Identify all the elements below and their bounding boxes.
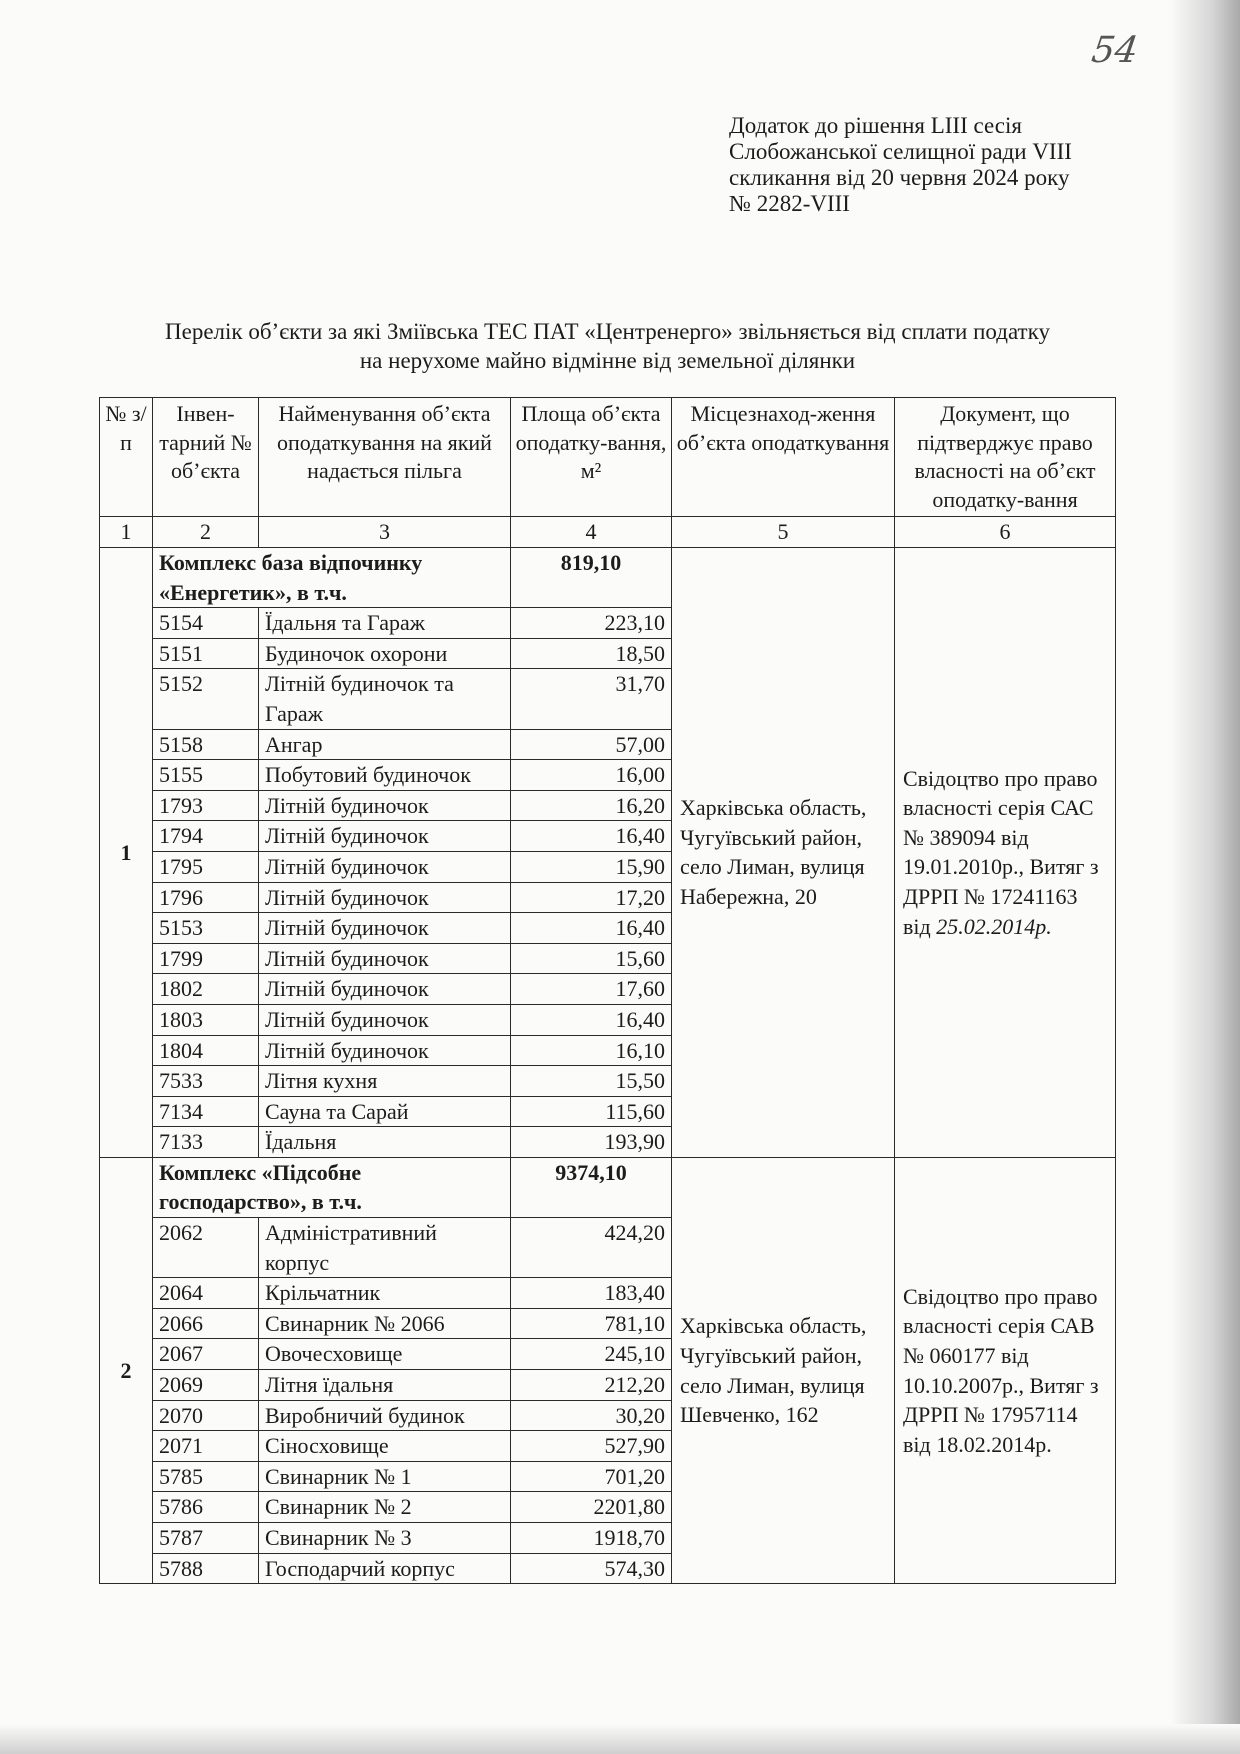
object-area: 193,90 bbox=[511, 1127, 672, 1158]
col-num: 3 bbox=[259, 517, 511, 548]
scan-edge-shadow bbox=[1170, 0, 1240, 1754]
object-name: Адміністративний корпус bbox=[259, 1218, 511, 1278]
object-area: 781,10 bbox=[511, 1308, 672, 1339]
group-document: Свідоцтво про право власності серія САС № 389094 від 19.01.2010р., Витяг з ДРРП № 17241163 від 25.02.2014р. bbox=[895, 548, 1116, 1158]
object-name: Літній будиночок bbox=[259, 913, 511, 944]
inventory-number: 5788 bbox=[153, 1553, 259, 1584]
object-name: Побутовий будиночок bbox=[259, 760, 511, 791]
object-name: Ангар bbox=[259, 729, 511, 760]
group-name: Комплекс «Підсобне господарство», в т.ч. bbox=[153, 1157, 511, 1217]
document-title bbox=[100, 317, 1115, 375]
object-name: Свинарник № 2066 bbox=[259, 1308, 511, 1339]
object-area: 17,60 bbox=[511, 974, 672, 1005]
inventory-number: 7133 bbox=[153, 1127, 259, 1158]
object-name: Свинарник № 2 bbox=[259, 1492, 511, 1523]
object-name: Літній будиночок bbox=[259, 882, 511, 913]
inventory-number: 5155 bbox=[153, 760, 259, 791]
header-no: № з/п bbox=[100, 398, 153, 517]
object-name: Овочесховище bbox=[259, 1339, 511, 1370]
col-num: 6 bbox=[895, 517, 1116, 548]
inventory-number: 1799 bbox=[153, 943, 259, 974]
inventory-number: 5153 bbox=[153, 913, 259, 944]
object-area: 15,90 bbox=[511, 851, 672, 882]
inventory-number: 1804 bbox=[153, 1035, 259, 1066]
object-name: Їдальня bbox=[259, 1127, 511, 1158]
object-name: Літній будиночок bbox=[259, 821, 511, 852]
object-area: 30,20 bbox=[511, 1400, 672, 1431]
inventory-number: 5154 bbox=[153, 608, 259, 639]
inventory-number: 7533 bbox=[153, 1066, 259, 1097]
object-area: 16,40 bbox=[511, 1004, 672, 1035]
inventory-number: 5786 bbox=[153, 1492, 259, 1523]
object-name: Літній будиночок bbox=[259, 974, 511, 1005]
object-name: Господарчий корпус bbox=[259, 1553, 511, 1584]
object-area: 16,40 bbox=[511, 821, 672, 852]
addendum-line: № 2282-VIII bbox=[729, 191, 850, 216]
object-name: Літній будиночок bbox=[259, 1004, 511, 1035]
object-area: 15,50 bbox=[511, 1066, 672, 1097]
addendum-line: Слобожанської селищної ради VIII bbox=[729, 139, 1072, 164]
object-area: 527,90 bbox=[511, 1431, 672, 1462]
inventory-number: 2070 bbox=[153, 1400, 259, 1431]
object-area: 31,70 bbox=[511, 669, 672, 729]
group-number: 1 bbox=[100, 548, 153, 1158]
header-inventory: Інвен-тарний № об’єкта bbox=[153, 398, 259, 517]
object-area: 424,20 bbox=[511, 1218, 672, 1278]
header-area: Площа об’єкта оподатку-вання, м² bbox=[511, 398, 672, 517]
title-line: Перелік об’єкти за які Зміївська ТЕС ПАТ «Центренерго» звільняється від сплати податку bbox=[165, 319, 1050, 344]
object-name: Літній будиночок bbox=[259, 790, 511, 821]
object-name: Літня їдальня bbox=[259, 1370, 511, 1401]
inventory-number: 1794 bbox=[153, 821, 259, 852]
object-area: 2201,80 bbox=[511, 1492, 672, 1523]
object-name: Літня кухня bbox=[259, 1066, 511, 1097]
inventory-number: 2067 bbox=[153, 1339, 259, 1370]
object-name: Літній будиночок bbox=[259, 1035, 511, 1066]
group-number: 2 bbox=[100, 1157, 153, 1583]
object-area: 701,20 bbox=[511, 1461, 672, 1492]
group-location: Харківська область, Чугуївський район, село Лиман, вулиця Шевченко, 162 bbox=[672, 1157, 895, 1583]
inventory-number: 5151 bbox=[153, 638, 259, 669]
inventory-number: 2062 bbox=[153, 1218, 259, 1278]
group-header-row bbox=[100, 1157, 1116, 1217]
inventory-number: 2064 bbox=[153, 1278, 259, 1309]
group-name: Комплекс база відпочинку «Енергетик», в т.ч. bbox=[153, 548, 511, 608]
object-area: 17,20 bbox=[511, 882, 672, 913]
object-area: 574,30 bbox=[511, 1553, 672, 1584]
object-name: Літній будиночок та Гараж bbox=[259, 669, 511, 729]
object-name: Їдальня та Гараж bbox=[259, 608, 511, 639]
addendum-note bbox=[729, 113, 1072, 217]
inventory-number: 5785 bbox=[153, 1461, 259, 1492]
scan-bottom-shadow bbox=[0, 1724, 1240, 1754]
inventory-number: 1793 bbox=[153, 790, 259, 821]
object-name: Свинарник № 1 bbox=[259, 1461, 511, 1492]
object-area: 223,10 bbox=[511, 608, 672, 639]
inventory-number: 7134 bbox=[153, 1096, 259, 1127]
addendum-line: Додаток до рішення LIII сесія bbox=[729, 113, 1022, 138]
column-number-row bbox=[100, 517, 1116, 548]
inventory-number: 1795 bbox=[153, 851, 259, 882]
col-num: 5 bbox=[672, 517, 895, 548]
object-area: 57,00 bbox=[511, 729, 672, 760]
col-num: 2 bbox=[153, 517, 259, 548]
object-name: Літній будиночок bbox=[259, 943, 511, 974]
object-name: Сіносховище bbox=[259, 1431, 511, 1462]
header-location: Місцезнаход-ження об’єкта оподаткування bbox=[672, 398, 895, 517]
col-num: 1 bbox=[100, 517, 153, 548]
object-area: 183,40 bbox=[511, 1278, 672, 1309]
property-table bbox=[99, 397, 1116, 1584]
col-num: 4 bbox=[511, 517, 672, 548]
inventory-number: 5787 bbox=[153, 1523, 259, 1554]
object-name: Свинарник № 3 bbox=[259, 1523, 511, 1554]
inventory-number: 1802 bbox=[153, 974, 259, 1005]
group-total-area: 9374,10 bbox=[511, 1157, 672, 1217]
object-area: 1918,70 bbox=[511, 1523, 672, 1554]
object-area: 115,60 bbox=[511, 1096, 672, 1127]
header-row bbox=[100, 398, 1116, 517]
inventory-number: 5152 bbox=[153, 669, 259, 729]
group-location: Харківська область, Чугуївський район, село Лиман, вулиця Набережна, 20 bbox=[672, 548, 895, 1158]
inventory-number: 2071 bbox=[153, 1431, 259, 1462]
object-area: 212,20 bbox=[511, 1370, 672, 1401]
object-area: 15,60 bbox=[511, 943, 672, 974]
object-area: 18,50 bbox=[511, 638, 672, 669]
inventory-number: 5158 bbox=[153, 729, 259, 760]
header-name: Найменування об’єкта оподаткування на який надається пільга bbox=[259, 398, 511, 517]
inventory-number: 2069 bbox=[153, 1370, 259, 1401]
document-date: 25.02.2014р. bbox=[936, 913, 1052, 939]
object-area: 245,10 bbox=[511, 1339, 672, 1370]
object-area: 16,40 bbox=[511, 913, 672, 944]
object-name: Виробничий будинок bbox=[259, 1400, 511, 1431]
inventory-number: 1796 bbox=[153, 882, 259, 913]
object-name: Крільчатник bbox=[259, 1278, 511, 1309]
inventory-number: 2066 bbox=[153, 1308, 259, 1339]
object-name: Будиночок охорони bbox=[259, 638, 511, 669]
header-document: Документ, що підтверджує право власності на об’єкт оподатку-вання bbox=[895, 398, 1116, 517]
addendum-line: скликання від 20 червня 2024 року bbox=[729, 165, 1070, 190]
object-name: Літній будиночок bbox=[259, 851, 511, 882]
object-area: 16,00 bbox=[511, 760, 672, 791]
group-header-row bbox=[100, 548, 1116, 608]
group-document: Свідоцтво про право власності серія САВ № 060177 від 10.10.2007р., Витяг з ДРРП № 17957114 від 18.02.2014р. bbox=[895, 1157, 1116, 1583]
handwritten-page-number: 54 bbox=[1089, 30, 1141, 71]
object-area: 16,10 bbox=[511, 1035, 672, 1066]
title-line: на нерухоме майно відмінне від земельної ділянки bbox=[359, 348, 856, 373]
object-area: 16,20 bbox=[511, 790, 672, 821]
inventory-number: 1803 bbox=[153, 1004, 259, 1035]
group-total-area: 819,10 bbox=[511, 548, 672, 608]
object-name: Сауна та Сарай bbox=[259, 1096, 511, 1127]
